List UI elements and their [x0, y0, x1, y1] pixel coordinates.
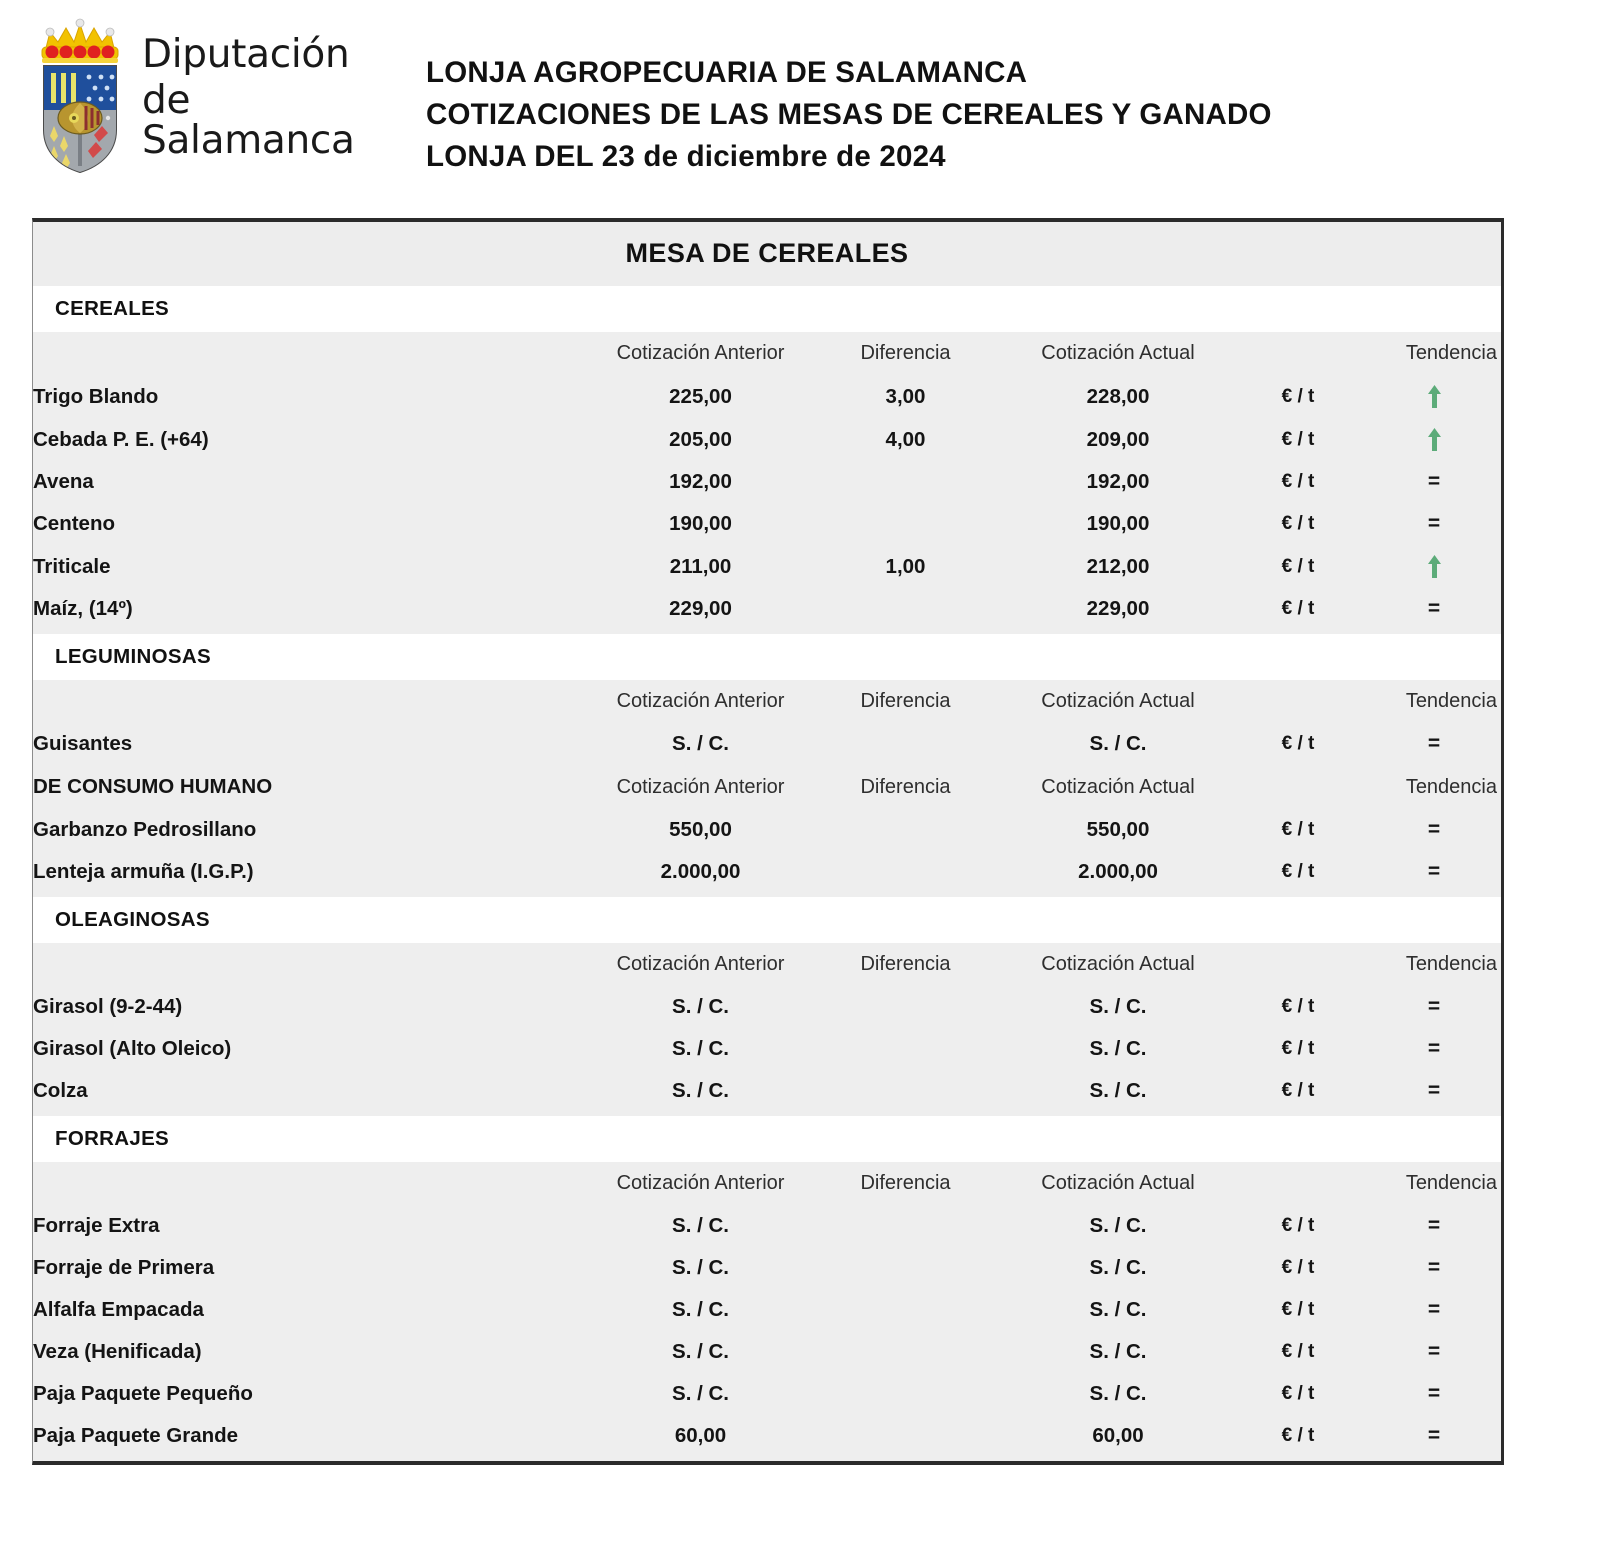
equal-sign-icon: =: [1427, 1340, 1441, 1363]
column-header-spacer: [33, 332, 593, 375]
row-previous-price: S. / C.: [672, 1340, 729, 1363]
row-unit: € / t: [1281, 861, 1315, 882]
row-unit: € / t: [1281, 1080, 1315, 1101]
title-line-3: LONJA DEL 23 de diciembre de 2024: [426, 139, 946, 173]
table-row: [33, 418, 1505, 461]
row-product-name: Triticale: [33, 554, 111, 578]
equal-sign-icon: =: [1427, 1256, 1441, 1279]
equal-sign-icon: =: [1427, 1424, 1441, 1447]
row-product-name: Colza: [33, 1079, 88, 1102]
row-current-price: S. / C.: [1089, 1298, 1147, 1321]
column-header-trend: Tendencia: [1405, 690, 1497, 712]
column-header-row: [33, 680, 1505, 723]
row-previous-price: 225,00: [669, 384, 732, 408]
row-previous-price: 229,00: [669, 597, 732, 620]
row-current-price: 228,00: [1086, 384, 1150, 408]
equal-sign-icon: =: [1427, 470, 1441, 493]
row-unit: € / t: [1281, 555, 1315, 577]
row-trend: [1363, 1247, 1505, 1289]
row-current-price: S. / C.: [1089, 995, 1147, 1018]
row-unit: € / t: [1281, 819, 1315, 840]
row-current-price: S. / C.: [1089, 1037, 1147, 1060]
row-current-price: 190,00: [1086, 512, 1150, 535]
table-row: [33, 375, 1505, 418]
equal-sign-icon: =: [1427, 1037, 1441, 1060]
row-unit: € / t: [1281, 733, 1315, 754]
row-unit: € / t: [1281, 513, 1315, 534]
row-difference: [808, 588, 1003, 630]
section-body-oleaginosas: [33, 943, 1501, 1116]
row-trend: [1363, 588, 1505, 630]
row-previous-price: 2.000,00: [660, 860, 741, 883]
column-header-difference: Diferencia: [860, 775, 951, 798]
row-difference: 3,00: [885, 384, 926, 408]
row-difference: [808, 1289, 1003, 1331]
row-product-name: Garbanzo Pedrosillano: [33, 818, 257, 841]
row-previous-price: S. / C.: [672, 995, 729, 1018]
row-previous-price: S. / C.: [672, 1382, 729, 1405]
equal-sign-icon: =: [1427, 1079, 1441, 1102]
arrow-up-icon: [1427, 427, 1442, 452]
row-difference: [808, 851, 1003, 893]
column-header-difference: Diferencia: [860, 1172, 951, 1194]
row-product-name: Avena: [33, 470, 94, 493]
row-product-name: Trigo Blando: [33, 384, 159, 408]
column-header-previous: Cotización Anterior: [616, 342, 785, 364]
row-previous-price: 190,00: [669, 512, 732, 535]
row-unit: € / t: [1281, 1425, 1315, 1446]
section-body-forrajes: [33, 1162, 1501, 1461]
row-trend: [1363, 545, 1505, 588]
column-header-spacer: [33, 680, 593, 723]
row-product-name: Paja Paquete Grande: [33, 1424, 239, 1447]
column-header-difference: Diferencia: [860, 342, 951, 364]
column-header-unit: [1233, 765, 1363, 809]
row-current-price: 550,00: [1086, 818, 1150, 841]
row-unit: € / t: [1281, 1257, 1315, 1278]
row-unit: € / t: [1281, 996, 1315, 1017]
row-product-name: Veza (Henificada): [33, 1340, 202, 1363]
row-current-price: 192,00: [1086, 470, 1150, 493]
table-row: [33, 1415, 1505, 1457]
column-header-unit: [1233, 332, 1363, 375]
column-header-previous: Cotización Anterior: [616, 775, 785, 798]
section-table: [33, 680, 1505, 893]
page-header: [0, 0, 1600, 190]
mesa-title: MESA DE CEREALES: [33, 222, 1501, 286]
diputacion-logo-text: [142, 32, 400, 163]
table-row: [33, 851, 1505, 893]
row-difference: 4,00: [885, 427, 926, 451]
section-table: [33, 943, 1505, 1112]
equal-sign-icon: =: [1427, 818, 1441, 841]
row-current-price: S. / C.: [1089, 1256, 1147, 1279]
row-difference: [808, 986, 1003, 1028]
row-trend: [1363, 986, 1505, 1028]
column-header-trend: Tendencia: [1405, 953, 1497, 975]
row-current-price: S. / C.: [1089, 1340, 1147, 1363]
column-header-current: Cotización Actual: [1041, 690, 1195, 712]
column-header-current: Cotización Actual: [1041, 775, 1195, 798]
row-trend: [1363, 375, 1505, 418]
row-product-name: Lenteja armuña (I.G.P.): [33, 860, 254, 883]
table-row: [33, 1070, 1505, 1112]
subsection-header: DE CONSUMO HUMANO: [33, 775, 273, 798]
section-header-oleaginosas: OLEAGINOSAS: [33, 897, 1501, 943]
table-row: [33, 503, 1505, 545]
row-trend: [1363, 809, 1505, 851]
row-product-name: Girasol (9-2-44): [33, 995, 183, 1018]
column-header-difference: Diferencia: [860, 953, 951, 975]
row-unit: € / t: [1281, 1038, 1315, 1059]
row-difference: [808, 1205, 1003, 1247]
row-current-price: 229,00: [1086, 597, 1150, 620]
column-header-row: [33, 332, 1505, 375]
row-difference: [808, 1373, 1003, 1415]
row-previous-price: S. / C.: [672, 1079, 729, 1102]
row-difference: [808, 461, 1003, 503]
row-product-name: Forraje de Primera: [33, 1256, 215, 1279]
row-trend: [1363, 1331, 1505, 1373]
row-unit: € / t: [1281, 385, 1315, 407]
row-current-price: S. / C.: [1089, 1214, 1147, 1237]
row-trend: [1363, 723, 1505, 765]
row-difference: [808, 1331, 1003, 1373]
table-row: [33, 1373, 1505, 1415]
diputacion-logo: [0, 18, 400, 178]
row-difference: [808, 503, 1003, 545]
table-row: [33, 1205, 1505, 1247]
table-row: [33, 809, 1505, 851]
arrow-up-icon: [1427, 554, 1442, 579]
logo-line-salamanca: de Salamanca: [142, 78, 355, 163]
section-table: [33, 332, 1505, 630]
table-row: [33, 723, 1505, 765]
row-difference: 1,00: [885, 554, 926, 578]
row-product-name: Alfalfa Empacada: [33, 1298, 204, 1321]
row-current-price: 212,00: [1086, 554, 1150, 578]
table-row: [33, 1331, 1505, 1373]
row-trend: [1363, 418, 1505, 461]
table-row: [33, 461, 1505, 503]
column-header-current: Cotización Actual: [1041, 953, 1195, 975]
column-header-unit: [1233, 1162, 1363, 1205]
row-current-price: 2.000,00: [1078, 860, 1158, 883]
row-previous-price: S. / C.: [672, 1256, 729, 1279]
row-product-name: Paja Paquete Pequeño: [33, 1382, 253, 1405]
row-trend: [1363, 503, 1505, 545]
row-product-name: Maíz, (14º): [33, 597, 133, 620]
salamanca-coat-of-arms-icon: [28, 18, 132, 178]
row-trend: [1363, 1373, 1505, 1415]
row-current-price: S. / C.: [1089, 732, 1147, 755]
row-product-name: Cebada P. E. (+64): [33, 427, 209, 451]
row-difference: [808, 1247, 1003, 1289]
row-unit: € / t: [1281, 1383, 1315, 1404]
equal-sign-icon: =: [1427, 512, 1441, 535]
row-previous-price: S. / C.: [672, 1037, 729, 1060]
column-header-difference: Diferencia: [860, 690, 951, 712]
column-header-spacer: [33, 1162, 593, 1205]
row-trend: [1363, 1028, 1505, 1070]
arrow-up-icon: [1427, 384, 1442, 409]
section-header-leguminosas: LEGUMINOSAS: [33, 634, 1501, 680]
row-previous-price: 192,00: [669, 470, 732, 493]
column-header-trend: Tendencia: [1405, 342, 1497, 364]
column-header-unit: [1233, 943, 1363, 986]
column-header-spacer: [33, 943, 593, 986]
row-previous-price: 205,00: [669, 427, 732, 451]
table-row: [33, 545, 1505, 588]
logo-line-diputacion: Diputación: [142, 32, 350, 78]
row-trend: [1363, 461, 1505, 503]
section-body-cereales: [33, 332, 1501, 634]
column-header-unit: [1233, 680, 1363, 723]
row-previous-price: 60,00: [674, 1424, 727, 1447]
row-product-name: Girasol (Alto Oleico): [33, 1037, 232, 1060]
document-title: [426, 18, 1272, 178]
section-body-leguminosas: [33, 680, 1501, 897]
row-product-name: Centeno: [33, 512, 115, 535]
row-previous-price: 211,00: [669, 554, 732, 578]
column-header-current: Cotización Actual: [1041, 342, 1195, 364]
row-trend: [1363, 1205, 1505, 1247]
equal-sign-icon: =: [1427, 597, 1441, 620]
row-previous-price: S. / C.: [672, 732, 729, 755]
equal-sign-icon: =: [1427, 860, 1441, 883]
column-header-row: [33, 943, 1505, 986]
column-header-trend: Tendencia: [1405, 1172, 1497, 1194]
row-unit: € / t: [1281, 1215, 1315, 1236]
row-unit: € / t: [1281, 471, 1315, 492]
row-trend: [1363, 1415, 1505, 1457]
row-difference: [808, 1028, 1003, 1070]
table-row: [33, 1028, 1505, 1070]
equal-sign-icon: =: [1427, 1382, 1441, 1405]
section-header-forrajes: FORRAJES: [33, 1116, 1501, 1162]
equal-sign-icon: =: [1427, 1298, 1441, 1321]
title-line-1: LONJA AGROPECUARIA DE SALAMANCA: [426, 56, 1028, 89]
section-header-cereales: CEREALES: [33, 286, 1501, 332]
column-header-row: [33, 765, 1505, 809]
equal-sign-icon: =: [1427, 1214, 1441, 1237]
column-header-current: Cotización Actual: [1041, 1172, 1195, 1194]
row-product-name: Forraje Extra: [33, 1214, 160, 1237]
row-current-price: 60,00: [1092, 1424, 1144, 1447]
row-unit: € / t: [1281, 598, 1315, 619]
row-current-price: S. / C.: [1089, 1382, 1147, 1405]
equal-sign-icon: =: [1427, 732, 1441, 755]
row-trend: [1363, 851, 1505, 893]
row-previous-price: S. / C.: [672, 1298, 729, 1321]
row-trend: [1363, 1070, 1505, 1112]
table-row: [33, 1247, 1505, 1289]
column-header-previous: Cotización Anterior: [616, 953, 785, 975]
row-previous-price: 550,00: [669, 818, 732, 841]
row-difference: [808, 809, 1003, 851]
table-row: [33, 986, 1505, 1028]
equal-sign-icon: =: [1427, 995, 1441, 1018]
column-header-trend: Tendencia: [1405, 775, 1497, 798]
title-line-2: COTIZACIONES DE LAS MESAS DE CEREALES Y GANADO: [426, 97, 1272, 131]
row-current-price: 209,00: [1086, 427, 1150, 451]
column-header-previous: Cotización Anterior: [616, 690, 785, 712]
row-current-price: S. / C.: [1089, 1079, 1147, 1102]
column-header-previous: Cotización Anterior: [616, 1172, 785, 1194]
row-previous-price: S. / C.: [672, 1214, 729, 1237]
column-header-row: [33, 1162, 1505, 1205]
row-difference: [808, 1070, 1003, 1112]
table-row: [33, 1289, 1505, 1331]
row-unit: € / t: [1281, 1299, 1315, 1320]
row-unit: € / t: [1281, 428, 1315, 450]
cereales-table: [32, 218, 1504, 1465]
row-trend: [1363, 1289, 1505, 1331]
row-unit: € / t: [1281, 1341, 1315, 1362]
section-table: [33, 1162, 1505, 1457]
table-row: [33, 588, 1505, 630]
row-product-name: Guisantes: [33, 732, 133, 755]
row-difference: [808, 1415, 1003, 1457]
row-difference: [808, 723, 1003, 765]
table-sections: [33, 286, 1501, 1461]
